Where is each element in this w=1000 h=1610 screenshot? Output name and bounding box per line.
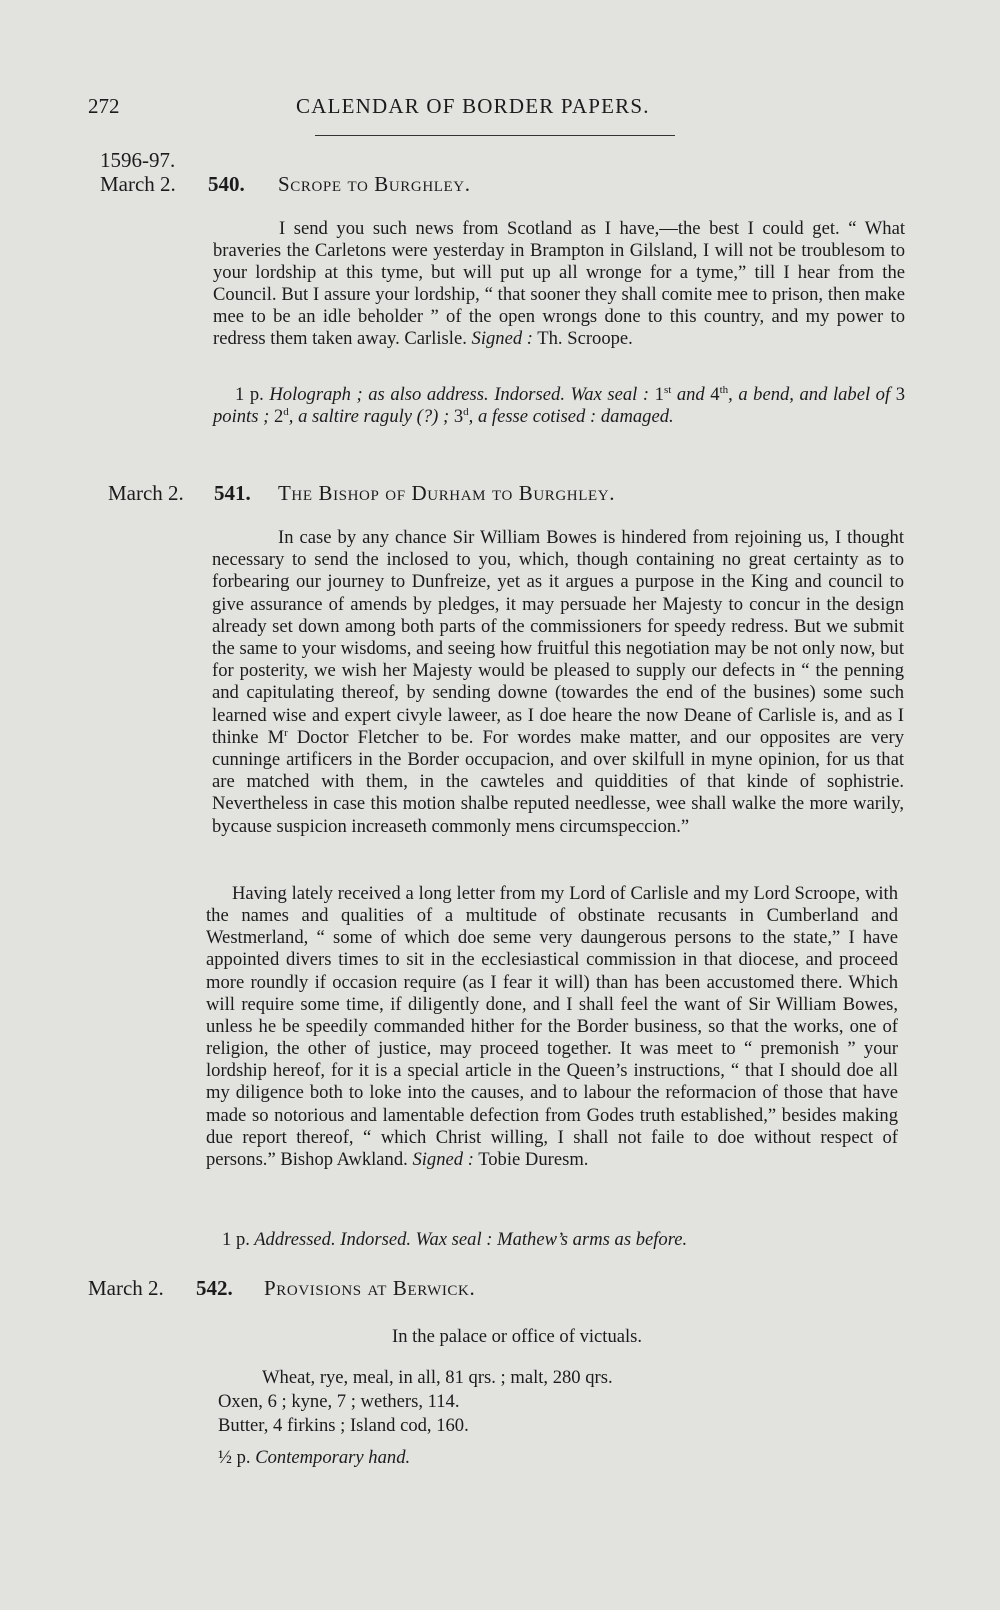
body-text: Having lately received a long letter from my Lord of Carlisle and my Lord Scroope, with the names and qualities of a multitude of obstinate recusants in Cumberland and Westmerland, “ some of which doe seme very daungerous persons to the state,” I have appointed divers times to sit in the ecclesiastical commission in that diocese, and proceed more roundly if occasion require (as I fear it will) than has been accustomed there. Which will require some time, if diligently done, and I shall feel the want of Sir William Bowes, unless he be speedily commanded hither for the Border business, so that the works, one of religion, the other of justice, may proceed together. It was meet to “ premonish ” your lordship hereof, for it is a special article in the Queen’s instructions, “ that I should doe all my diligence both to loke into the causes, and to labour the reformacion of those that have made so notorious and lamentable defection from Godes truth established,” besides making due report thereof, “ which Christ willing, I shall not faile to doe without respect of persons.” Bishop Awkland.	[206, 883, 898, 1170]
points-number: 3	[895, 384, 905, 405]
entry-title: Provisions at Berwick.	[264, 1276, 476, 1300]
note-text: Addressed. Indorsed. Wax seal : Mathew’s arms as before.	[254, 1229, 688, 1250]
entry-540-heading	[100, 172, 900, 200]
entry-title: The Bishop of Durham to Burghley.	[278, 481, 616, 505]
entry-542-place: In the palace or office of victuals.	[392, 1326, 643, 1347]
quarter-number: 2	[273, 406, 284, 428]
page-count: 1 p.	[222, 1229, 250, 1250]
entry-540-body	[213, 218, 905, 351]
body-text: In case by any chance Sir William Bowes is hindered from rejoining us, I thought necessary to send the inclosed to you, which, though containing no great certainty as to forbearing our journey to Dunfreize, yet as it argues a purpose in the King and council to give assurance of amends by pledges, it may persuade her Majesty to concur in the design already set down among both parts of the commissioners for speedy redress. But we submit the same to your wisdoms, and seeing how fruitful this negotiation may be not only now, but for posterity, we wish her Majesty would be pleased to supply our defects in “ the penning and capitulating thereof, by sending downe (towardes the end of the busines) some such learned wise and expert civyle laweer, as I doe heare the now Deane of Carlisle is, and as I thinke M	[212, 527, 904, 748]
signed-label: Signed :	[471, 328, 533, 350]
entry-540-note	[213, 384, 905, 428]
note-desc-b: , a bend, and label of	[728, 384, 891, 405]
title-suffix: r	[284, 726, 288, 739]
year-heading: 1596-97.	[100, 148, 176, 172]
entry-542-note	[218, 1447, 718, 1469]
entry-541-note	[222, 1229, 922, 1251]
ordinal-suffix: d	[283, 406, 289, 419]
entry-number: 541.	[214, 481, 251, 505]
provision-line: Oxen, 6 ; kyne, 7 ; wethers, 114.	[218, 1391, 460, 1412]
quarter-number: 3	[453, 406, 464, 428]
provision-line: Butter, 4 firkins ; Island cod, 160.	[218, 1415, 469, 1436]
signed-label: Signed :	[412, 1148, 474, 1170]
entry-title: Scrope to Burghley.	[278, 172, 471, 196]
ordinal-suffix: th	[719, 383, 729, 396]
page-header	[0, 94, 1000, 124]
signed-name: Tobie Duresm.	[478, 1148, 589, 1170]
note-conjunction: and	[676, 384, 705, 405]
note-points: points ;	[213, 406, 270, 428]
provision-line: Wheat, rye, meal, in all, 81 qrs. ; malt, 280 qrs.	[262, 1367, 613, 1388]
entry-541-paragraph-2	[206, 883, 898, 1171]
ordinal-suffix: st	[663, 383, 672, 396]
running-title: CALENDAR OF BORDER PAPERS.	[296, 94, 650, 118]
body-text: Doctor Fletcher to be. For wordes make matter, and our opposites are very cunninge artificers in the Border occupacion, and over skilfull in myne opinion, for us that are matched with them, in the cawteles and quiddities of that kinde of sophistrie. Nevertheless in case this motion shalbe reputed needlesse, wee shall walke the more warily, bycause suspicion increaseth commonly mens circumspeccion.”	[212, 726, 904, 837]
entry-541-paragraph-1	[212, 527, 904, 838]
body-text: I send you such news from Scotland as I have,—the best I could get. “ What braveries the Carletons were yesterday in Brampton in Gilsland, I will not be troublesom to your lordship at this tyme, but will put up all wronge for a tyme,” till I hear from the Council. But I assure your lordship, “ that sooner they shall comite mee to prison, then make mee to be an idle beholder ” of the open wrongs done to this country, and my power to redress them taken away. Carlisle.	[213, 218, 905, 350]
signed-name: Th. Scroope.	[537, 328, 633, 350]
note-desc-d: , a fesse cotised : damaged.	[468, 406, 674, 428]
quarter-number: 1	[654, 384, 664, 405]
header-rule	[315, 135, 675, 136]
page-count: 1 p.	[235, 384, 264, 405]
entry-542-heading	[88, 1276, 888, 1304]
entry-number: 542.	[196, 1276, 233, 1300]
ordinal-suffix: d	[463, 406, 469, 419]
quarter-number: 4	[710, 384, 720, 405]
note-desc-c: , a saltire raguly (?) ;	[288, 406, 450, 428]
page-count: ½ p.	[218, 1447, 251, 1468]
entry-number: 540.	[208, 172, 245, 196]
entry-date: March 2.	[88, 1276, 164, 1300]
entry-date: March 2.	[108, 481, 184, 505]
entry-541-heading	[108, 481, 908, 509]
entry-date: March 2.	[100, 172, 176, 196]
page-number: 272	[88, 94, 120, 118]
note-desc-a: Holograph ; as also address. Indorsed. Wax seal :	[269, 384, 650, 405]
note-text: Contemporary hand.	[255, 1447, 411, 1468]
